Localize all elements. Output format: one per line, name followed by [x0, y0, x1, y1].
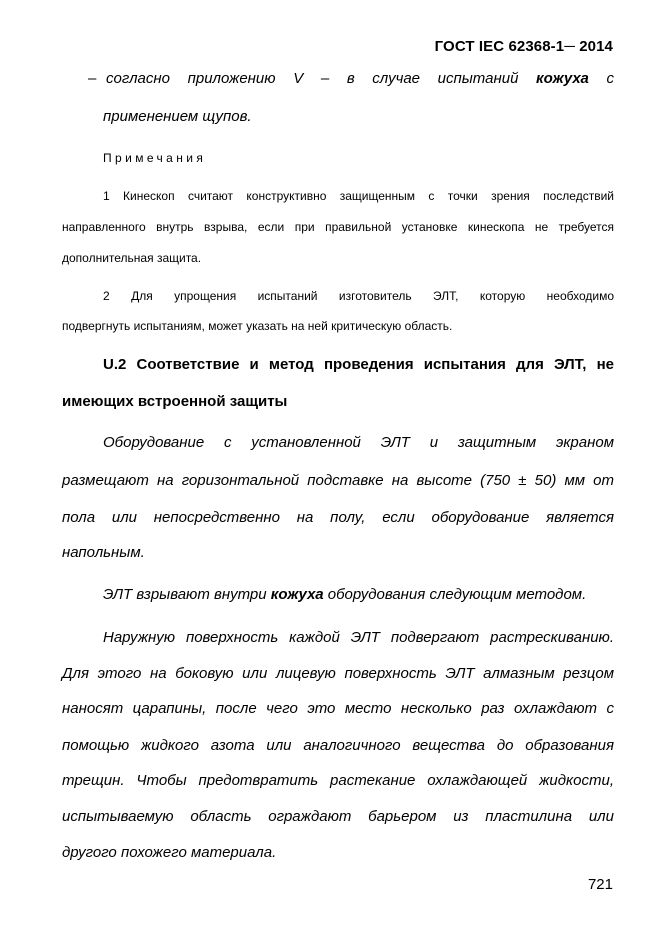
note-1-line-2: направленного внутрь взрыва, если при правильной установке кинескопа не требуется	[62, 220, 614, 234]
page-number: 721	[587, 876, 613, 893]
para-3-line-6: испытываемую область ограждают барьером из пластилина или	[62, 808, 614, 825]
para-3-line-1: Наружную поверхность каждой ЭЛТ подвергают растрескиванию.	[103, 629, 614, 646]
list-item-bold: кожуха	[536, 70, 589, 87]
para-1-line-4: напольным.	[62, 544, 145, 561]
document-header: ГОСТ IEC 62368-1─ 2014	[434, 38, 613, 55]
note-2-line-2: подвергнуть испытаниям, может указать на ней критическую область.	[62, 319, 453, 333]
note-1-line-1: 1 Кинескоп считают конструктивно защищенным с точки зрения последствий	[103, 189, 614, 203]
para-3-line-4: помощью жидкого азота или аналогичного вещества до образования	[62, 737, 614, 754]
para-1-line-3: пола или непосредственно на полу, если оборудование является	[62, 509, 614, 526]
section-heading-line-2: имеющих встроенной защиты	[62, 393, 288, 410]
para-2-line-1	[103, 586, 614, 603]
para-3-line-3: наносят царапины, после чего это место несколько раз охлаждают с	[62, 700, 614, 717]
para-2-text-a: ЭЛТ взрывают внутри	[103, 586, 271, 603]
section-heading-line-1: U.2 Соответствие и метод проведения испытания для ЭЛТ, не	[103, 356, 614, 373]
note-2-line-1: 2 Для упрощения испытаний изготовитель ЭЛТ, которую необходимо	[103, 289, 614, 303]
note-1-line-3: дополнительная защита.	[62, 251, 202, 265]
para-1-line-2: размещают на горизонтальной подставке на высоте (750 ± 50) мм от	[62, 472, 614, 489]
list-item-text-a: согласно приложению V – в случае испытаний	[106, 70, 537, 87]
notes-heading: Примечания	[103, 151, 207, 165]
list-item-line-1	[88, 70, 614, 87]
list-item-text-b: с	[588, 70, 614, 87]
list-item-line-2: применением щупов.	[103, 108, 252, 125]
para-3-line-7: другого похожего материала.	[62, 844, 277, 861]
para-3-line-2: Для этого на боковую или лицевую поверхность ЭЛТ алмазным резцом	[62, 665, 614, 682]
para-1-line-1: Оборудование с установленной ЭЛТ и защитным экраном	[103, 434, 614, 451]
para-2-text-b: оборудования следующим методом.	[323, 586, 587, 603]
para-2-bold: кожуха	[270, 586, 324, 603]
list-dash: –	[88, 70, 97, 87]
para-3-line-5: трещин. Чтобы предотвратить растекание охлаждающей жидкости,	[62, 772, 614, 789]
